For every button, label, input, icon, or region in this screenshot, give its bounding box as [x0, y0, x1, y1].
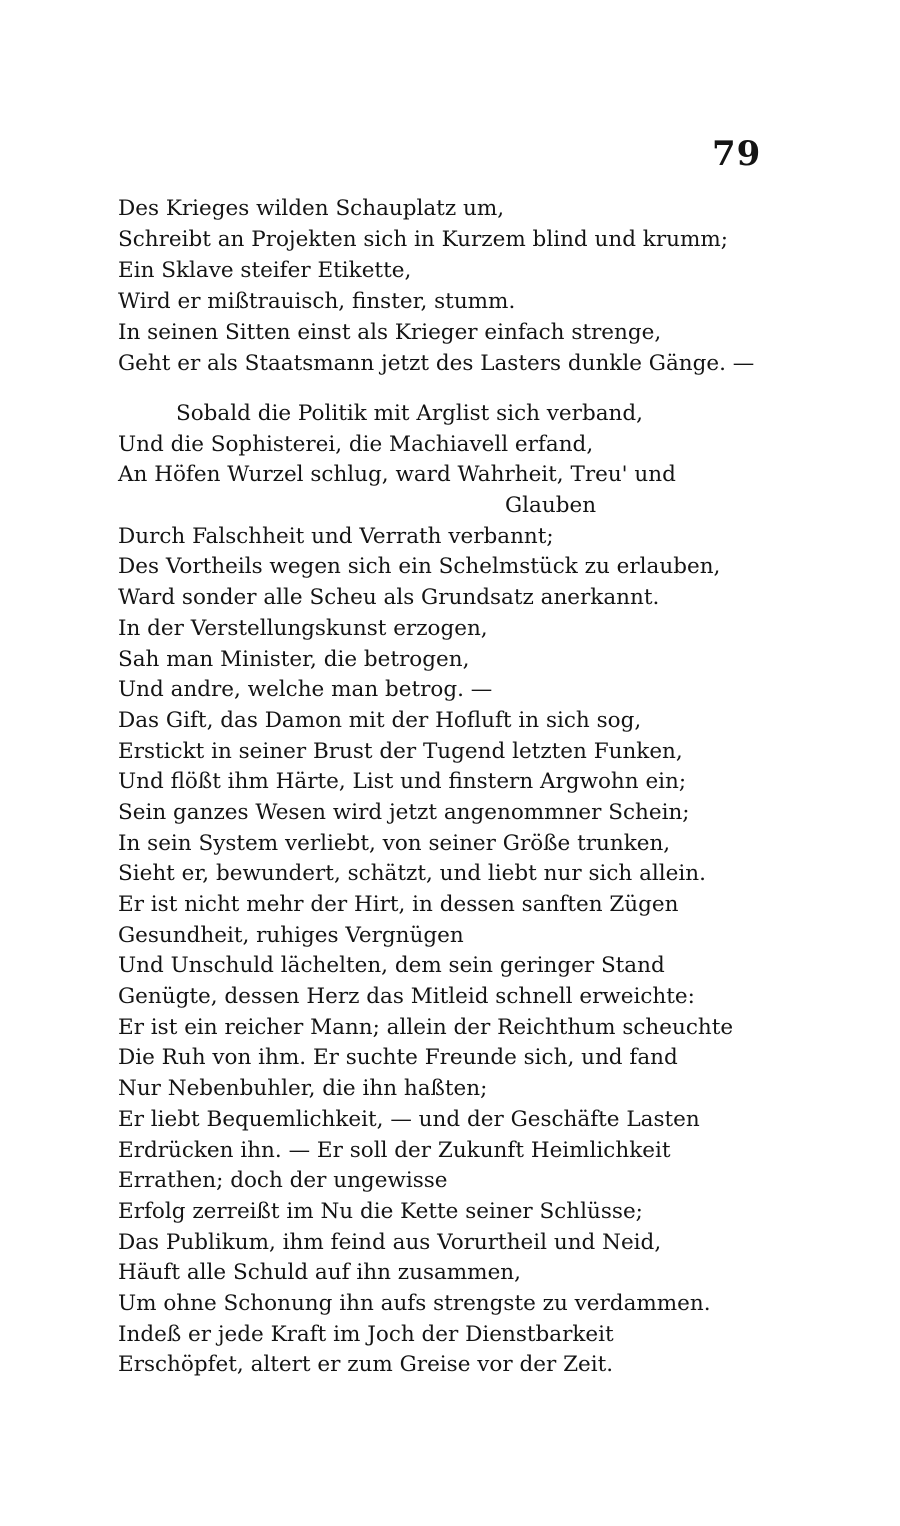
- stanza-2: [0, 399, 900, 1381]
- verse-line: Ein Sklave steifer Etikette,: [118, 258, 412, 283]
- verse-line: Das Publikum, ihm feind aus Vorurtheil und Neid,: [118, 1229, 662, 1255]
- verse-line: Nur Nebenbuhler, die ihn haßten;: [118, 1076, 488, 1102]
- verse-line: Sobald die Politik mit Arglist sich verband,: [176, 401, 643, 426]
- verse-line: Er liebt Bequemlichkeit, — und der Geschäfte Lasten: [118, 1106, 700, 1132]
- verse-line: Indeß er jede Kraft im Joch der Dienstbarkeit: [118, 1321, 614, 1347]
- verse-line: Schreibt an Projekten sich in Kurzem blind und krumm;: [118, 227, 728, 252]
- verse-line-runover: Glauben: [505, 493, 597, 519]
- verse-line: Geht er als Staatsmann jetzt des Lasters dunkle Gänge. —: [118, 351, 755, 376]
- verse-line: Erstickt in seiner Brust der Tugend letzten Funken,: [118, 738, 683, 764]
- verse-line: Durch Falschheit und Verrath verbannt;: [118, 523, 554, 549]
- page-number: 79: [712, 134, 762, 174]
- verse-line: Des Krieges wilden Schauplatz um,: [118, 196, 505, 221]
- verse-line: Errathen; doch der ungewisse: [118, 1168, 448, 1194]
- verse-line: An Höfen Wurzel schlug, ward Wahrheit, Treu' und: [118, 462, 676, 488]
- verse-line: Häuft alle Schuld auf ihn zusammen,: [118, 1260, 521, 1286]
- stanza-1: [0, 193, 900, 379]
- verse-line: Ward sonder alle Scheu als Grundsatz anerkannt.: [118, 585, 660, 611]
- verse-line: Wird er mißtrauisch, finster, stumm.: [118, 289, 516, 314]
- verse-line: Erfolg zerreißt im Nu die Kette seiner Schlüsse;: [118, 1198, 643, 1224]
- verse-line: Sein ganzes Wesen wird jetzt angenommner Schein;: [118, 799, 690, 825]
- verse-line: Er ist ein reicher Mann; allein der Reichthum scheuchte: [118, 1014, 734, 1040]
- verse-line: Und flößt ihm Härte, List und finstern Argwohn ein;: [118, 769, 687, 795]
- verse-line: Die Ruh von ihm. Er suchte Freunde sich, und fand: [118, 1045, 678, 1071]
- verse-line: Sieht er, bewundert, schätzt, und liebt nur sich allein.: [118, 861, 706, 887]
- verse-line: Sah man Minister, die betrogen,: [118, 646, 470, 672]
- verse-line: In sein System verliebt, von seiner Größe trunken,: [118, 830, 671, 856]
- verse-line: Und die Sophisterei, die Machiavell erfand,: [118, 431, 594, 457]
- verse-line: In seinen Sitten einst als Krieger einfach strenge,: [118, 320, 662, 345]
- verse-line: Erschöpfet, altert er zum Greise vor der Zeit.: [118, 1352, 614, 1378]
- verse-line: Des Vortheils wegen sich ein Schelmstück zu erlauben,: [118, 554, 721, 580]
- verse-line: Gesundheit, ruhiges Vergnügen: [118, 922, 464, 948]
- verse-line: Er ist nicht mehr der Hirt, in dessen sanften Zügen: [118, 892, 679, 917]
- verse-line: Um ohne Schonung ihn aufs strengste zu verdammen.: [118, 1290, 711, 1316]
- verse-line: Genügte, dessen Herz das Mitleid schnell erweichte:: [118, 984, 695, 1010]
- verse-line: Erdrücken ihn. — Er soll der Zukunft Heimlichkeit: [118, 1137, 671, 1163]
- verse-line: Das Gift, das Damon mit der Hofluft in sich sog,: [118, 707, 642, 733]
- verse-line: Und Unschuld lächelten, dem sein geringer Stand: [118, 953, 665, 979]
- verse-line: Und andre, welche man betrog. —: [118, 677, 493, 703]
- verse-line: In der Verstellungskunst erzogen,: [118, 615, 488, 641]
